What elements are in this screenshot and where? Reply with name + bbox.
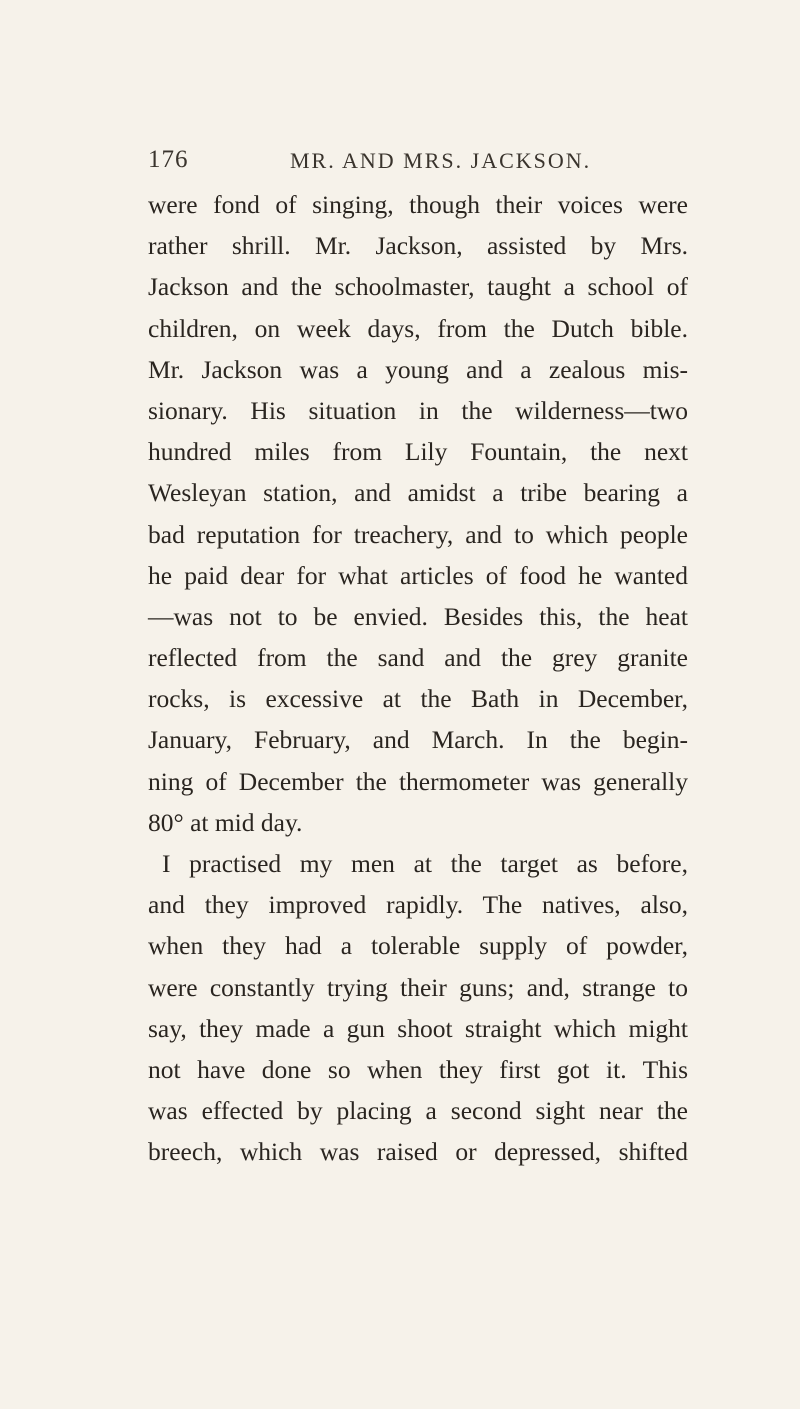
- paragraph-1: [148, 184, 688, 843]
- text-line: breech, which was raised or depressed, shifted: [148, 1137, 688, 1167]
- text-line: Jackson and the schoolmaster, taught a school of: [148, 272, 688, 302]
- text-line: sionary. His situation in the wilderness—two: [148, 395, 688, 425]
- text-line: were fond of singing, though their voices were: [148, 190, 688, 219]
- text-line: reflected from the sand and the grey granite: [148, 643, 688, 673]
- running-head: MR. AND MRS. JACKSON.: [290, 148, 592, 173]
- page-header: [148, 146, 678, 178]
- text-line: and they improved rapidly. The natives, also,: [148, 890, 688, 920]
- body-text: [148, 184, 688, 1173]
- text-line: say, they made a gun shoot straight which might: [148, 1013, 688, 1043]
- text-line: not have done so when they first got it. This: [148, 1054, 688, 1084]
- text-line: ning of December the thermometer was generally: [148, 766, 688, 796]
- paragraph-2: [148, 843, 688, 1173]
- text-line: were constantly trying their guns; and, strange to: [148, 972, 688, 1002]
- page-number: 176: [148, 146, 189, 173]
- text-line: rocks, is excessive at the Bath in December,: [148, 684, 688, 714]
- text-line: January, February, and March. In the begin-: [148, 725, 688, 755]
- text-line: when they had a tolerable supply of powder,: [148, 931, 688, 961]
- text-line: bad reputation for treachery, and to which people: [148, 519, 688, 549]
- text-line: Mr. Jackson was a young and a zealous mis-: [148, 354, 688, 384]
- text-line: was effected by placing a second sight near the: [148, 1096, 688, 1126]
- text-line: I practised my men at the target as before,: [162, 849, 688, 878]
- text-line: 80° at mid day.: [148, 807, 303, 837]
- text-line: he paid dear for what articles of food he wanted: [148, 560, 688, 590]
- text-line: Wesleyan station, and amidst a tribe bearing a: [148, 478, 688, 508]
- text-line: children, on week days, from the Dutch bible.: [148, 313, 688, 343]
- text-line: —was not to be envied. Besides this, the heat: [148, 601, 688, 631]
- text-line: rather shrill. Mr. Jackson, assisted by Mrs.: [148, 231, 688, 261]
- text-line: hundred miles from Lily Fountain, the next: [148, 437, 688, 467]
